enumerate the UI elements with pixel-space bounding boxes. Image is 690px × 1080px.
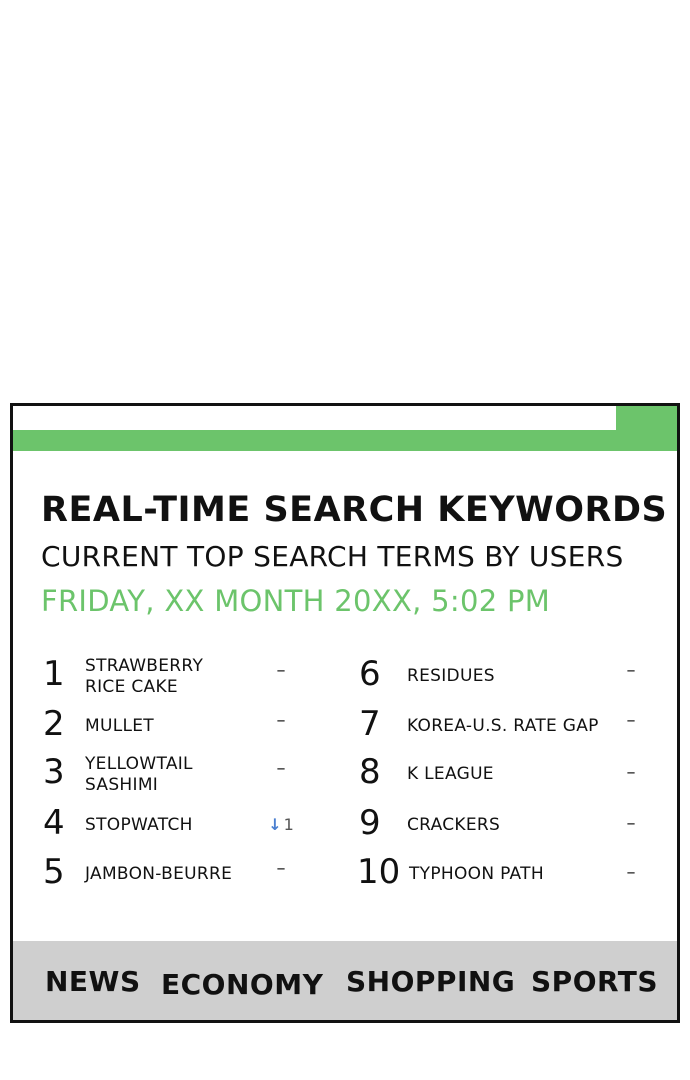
search-keywords-panel xyxy=(10,403,680,1023)
rank-change-value: 1 xyxy=(283,815,294,834)
keyword-term[interactable] xyxy=(409,864,544,885)
keyword-term-line1: STRAWBERRY xyxy=(85,656,204,676)
keyword-term-line1: YELLOWTAIL xyxy=(85,754,193,774)
rank-change: – xyxy=(276,660,286,681)
rank-change: – xyxy=(626,660,636,681)
keyword-term-line1: MULLET xyxy=(85,716,154,736)
rank-change: – xyxy=(276,710,286,731)
keyword-term-line2: RICE CAKE xyxy=(85,677,178,697)
keyword-rank: 9 xyxy=(359,803,381,843)
keyword-term-line1: CRACKERS xyxy=(407,815,501,835)
accent-bar xyxy=(13,430,677,451)
accent-bar-tab xyxy=(616,406,677,430)
keyword-term-line1: TYPHOON PATH xyxy=(409,864,544,884)
rank-change: – xyxy=(626,862,636,883)
keyword-term[interactable] xyxy=(407,666,495,687)
keyword-term[interactable] xyxy=(407,815,500,836)
keyword-rank: 2 xyxy=(43,704,65,744)
keyword-term[interactable] xyxy=(85,716,154,737)
panel-subtitle: CURRENT TOP SEARCH TERMS BY USERS xyxy=(41,540,624,573)
keyword-rank: 10 xyxy=(357,852,401,892)
keyword-rank: 8 xyxy=(359,752,381,792)
nav-sports[interactable]: SPORTS xyxy=(531,965,659,998)
rank-change: – xyxy=(626,762,636,783)
keyword-rank: 1 xyxy=(43,654,65,694)
keyword-rank: 6 xyxy=(359,654,381,694)
keyword-rank: 4 xyxy=(43,803,65,843)
arrow-down-icon: ↓ xyxy=(268,815,282,834)
keyword-term-line2: SASHIMI xyxy=(85,775,159,795)
keyword-rank: 7 xyxy=(359,704,381,744)
keyword-term-line1: JAMBON-BEURRE xyxy=(85,864,233,884)
rank-change: – xyxy=(626,710,636,731)
keyword-term[interactable] xyxy=(407,716,599,737)
keyword-term-line1: STOPWATCH xyxy=(85,815,193,835)
rank-change: – xyxy=(276,858,286,879)
keyword-term-line1: K LEAGUE xyxy=(407,764,494,784)
keyword-term[interactable] xyxy=(85,815,193,836)
rank-change: – xyxy=(276,758,286,779)
rank-change xyxy=(263,815,299,834)
nav-news[interactable]: NEWS xyxy=(45,965,141,998)
rank-change: – xyxy=(626,813,636,834)
nav-economy[interactable]: ECONOMY xyxy=(161,968,324,1001)
panel-datetime: FRIDAY, XX MONTH 20XX, 5:02 PM xyxy=(41,584,551,618)
keyword-term[interactable] xyxy=(85,864,232,885)
nav-shopping[interactable]: SHOPPING xyxy=(346,965,516,998)
keyword-rank: 3 xyxy=(43,752,65,792)
keyword-term[interactable] xyxy=(407,764,494,785)
keyword-term[interactable] xyxy=(85,754,193,796)
keyword-rank: 5 xyxy=(43,852,65,892)
panel-title: REAL-TIME SEARCH KEYWORDS xyxy=(41,490,668,530)
keyword-term-line1: KOREA-U.S. RATE GAP xyxy=(407,716,599,736)
keyword-term-line1: RESIDUES xyxy=(407,666,495,686)
keyword-term[interactable] xyxy=(85,656,203,698)
category-nav-bar xyxy=(13,941,677,1020)
